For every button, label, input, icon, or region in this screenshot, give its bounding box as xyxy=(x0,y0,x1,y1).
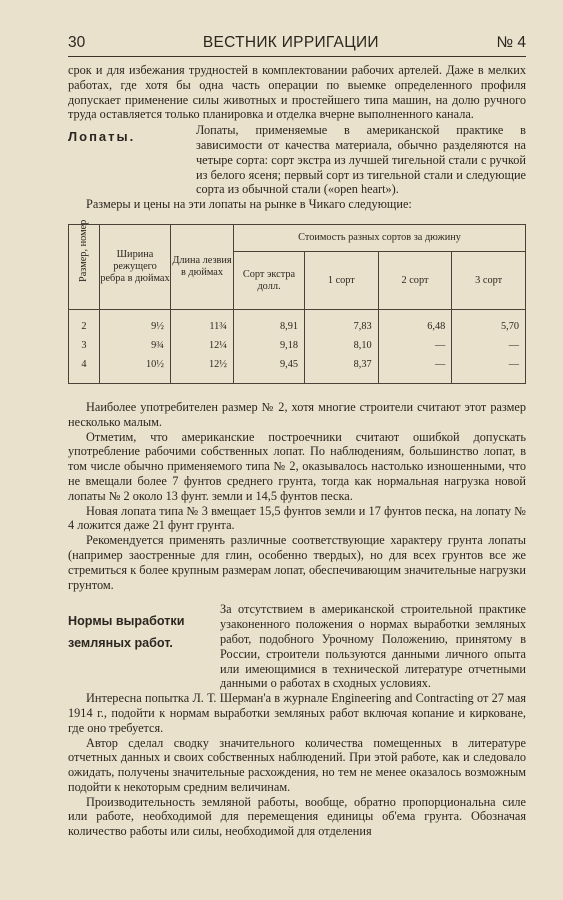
cell-sort1: 8,37 xyxy=(305,356,379,384)
shovels-text: Лопаты, применяемые в американской практике в зависимости от качества материала, обычно разделяются на четыре сорта: сорт экстра из лучшей тигельной стали с ручкой из белого ясеня; первый сорт из тигельной стали и следующие сорта из обычной стали («open heart»). xyxy=(196,123,526,197)
cell-width: 9¾ xyxy=(100,337,171,356)
table-intro: Размеры и цены на эти лопаты на рынке в Чикаго следующие: xyxy=(86,197,412,212)
paragraph: Производительность земляной работы, вообще, обратно пропорциональна силе или работе, необходимой для перемещения единицы об'ема грунта. Обозначая количество работы или силы, необходимой для отделения xyxy=(68,794,526,839)
table-row xyxy=(69,356,526,384)
table-row xyxy=(69,337,526,356)
cell-extra: 9,45 xyxy=(234,356,305,384)
norms-text: За отсутствием в американской строительной практике узаконенного положения о нормах выработки земляных работ, подобного Урочному Положению, принятому в России, строители пользуются данными личного опыта или имеющимися в технической литературе отчетными данными о работах в сходных условиях. xyxy=(220,602,526,691)
header-length: Длина лезвия в дюймах xyxy=(171,224,234,309)
paragraph: Новая лопата типа № 3 вмещает 15,5 фунтов земли и 17 фунтов песка, на лопату № 4 ложится даже 21 фунт грунта. xyxy=(68,503,526,533)
cell-size: 3 xyxy=(69,337,100,356)
header-sort1: 1 сорт xyxy=(305,252,379,310)
header-width: Ширина режущего ребра в дюймах xyxy=(100,224,171,309)
paragraph: Интересна попытка Л. Т. Шерман'а в журнале Engineering and Contracting от 27 мая 1914 г., подойти к нормам выработки земляных работ включая копание и кирковане, где оно требуется. xyxy=(68,691,526,735)
paragraph: Отметим, что американские построечники считают ошибкой допускать употребление рабочими собственных лопат. По наблюдениям, большинство лопат, в том числе обычно применяемого типа № 2, оказывалось настолько изношенными, что не вмещали более 7 фунтов среднего грунта, тогда как нормальная нагрузка новой лопаты № 2 около 13 фунт. земли и 14,5 фунтов песка. xyxy=(68,429,526,503)
norms-heading-line: земляных работ. xyxy=(68,636,173,651)
shovel-table xyxy=(68,219,526,384)
header-sort2: 2 сорт xyxy=(378,252,452,310)
cell-length: 12¼ xyxy=(171,337,234,356)
issue-number: № 4 xyxy=(496,34,526,51)
norms-heading xyxy=(68,610,196,654)
cell-size: 2 xyxy=(69,309,100,337)
header-size: Размер, номер xyxy=(69,224,100,309)
cell-sort2: — xyxy=(378,337,452,356)
page-number: 30 xyxy=(68,34,86,51)
cell-size: 4 xyxy=(69,356,100,384)
cell-sort3: 5,70 xyxy=(452,309,526,337)
cell-sort3: — xyxy=(452,356,526,384)
norms-section xyxy=(68,602,526,691)
cell-extra: 8,91 xyxy=(234,309,305,337)
header-extra: Сорт экстра долл. xyxy=(234,252,305,310)
paragraph: срок и для избежания трудностей в комплектовании рабочих артелей. Даже в мелких работах, где хотя бы одна часть операции по выемке определенного профиля допускает применение силы животных и простейшего типа машин, на долю ручного труда оставляется только планировка и отделка вчерне выполненного канала. xyxy=(68,63,526,122)
norms-heading-line: Нормы выработки xyxy=(68,614,185,629)
cell-extra: 9,18 xyxy=(234,337,305,356)
cell-sort1: 7,83 xyxy=(305,309,379,337)
cell-sort3: — xyxy=(452,337,526,356)
middle-text xyxy=(68,400,526,592)
cell-sort2: — xyxy=(378,356,452,384)
cell-width: 9½ xyxy=(100,309,171,337)
cell-sort1: 8,10 xyxy=(305,337,379,356)
cell-length: 12½ xyxy=(171,356,234,384)
paragraph: Автор сделал сводку значительного количества помещенных в литературе отчетных данных и своих собственных наблюдений. При этой работе, как и следовало ожидать, получены значительные расхождения, но тем не менее оказалось возможным подойти к некоторым средним величинам. xyxy=(68,735,526,794)
cell-length: 11¾ xyxy=(171,309,234,337)
paragraph: Рекомендуется применять различные соответствующие характеру грунта лопаты (например заостренные для глин, особенно твердых), но для всех грунтов все же стремиться к более крупным размерам лопат, обеспечивающим значительные нагрузки грунтом. xyxy=(68,533,526,592)
cell-width: 10½ xyxy=(100,356,171,384)
page-header xyxy=(68,33,526,53)
cell-sort2: 6,48 xyxy=(378,309,452,337)
table-row xyxy=(69,309,526,337)
journal-title: ВЕСТНИК ИРРИГАЦИИ xyxy=(202,34,379,51)
header-rule xyxy=(68,56,526,57)
header-sort3: 3 сорт xyxy=(452,252,526,310)
shovels-section xyxy=(68,123,526,197)
page-body xyxy=(68,63,526,839)
header-cost-group: Стоимость разных сортов за дюжину xyxy=(234,224,526,251)
paragraph: Наиболее употребителен размер № 2, хотя многие строители считают этот размер несколько малым. xyxy=(68,399,526,429)
shovels-heading: Лопаты. xyxy=(68,129,136,145)
